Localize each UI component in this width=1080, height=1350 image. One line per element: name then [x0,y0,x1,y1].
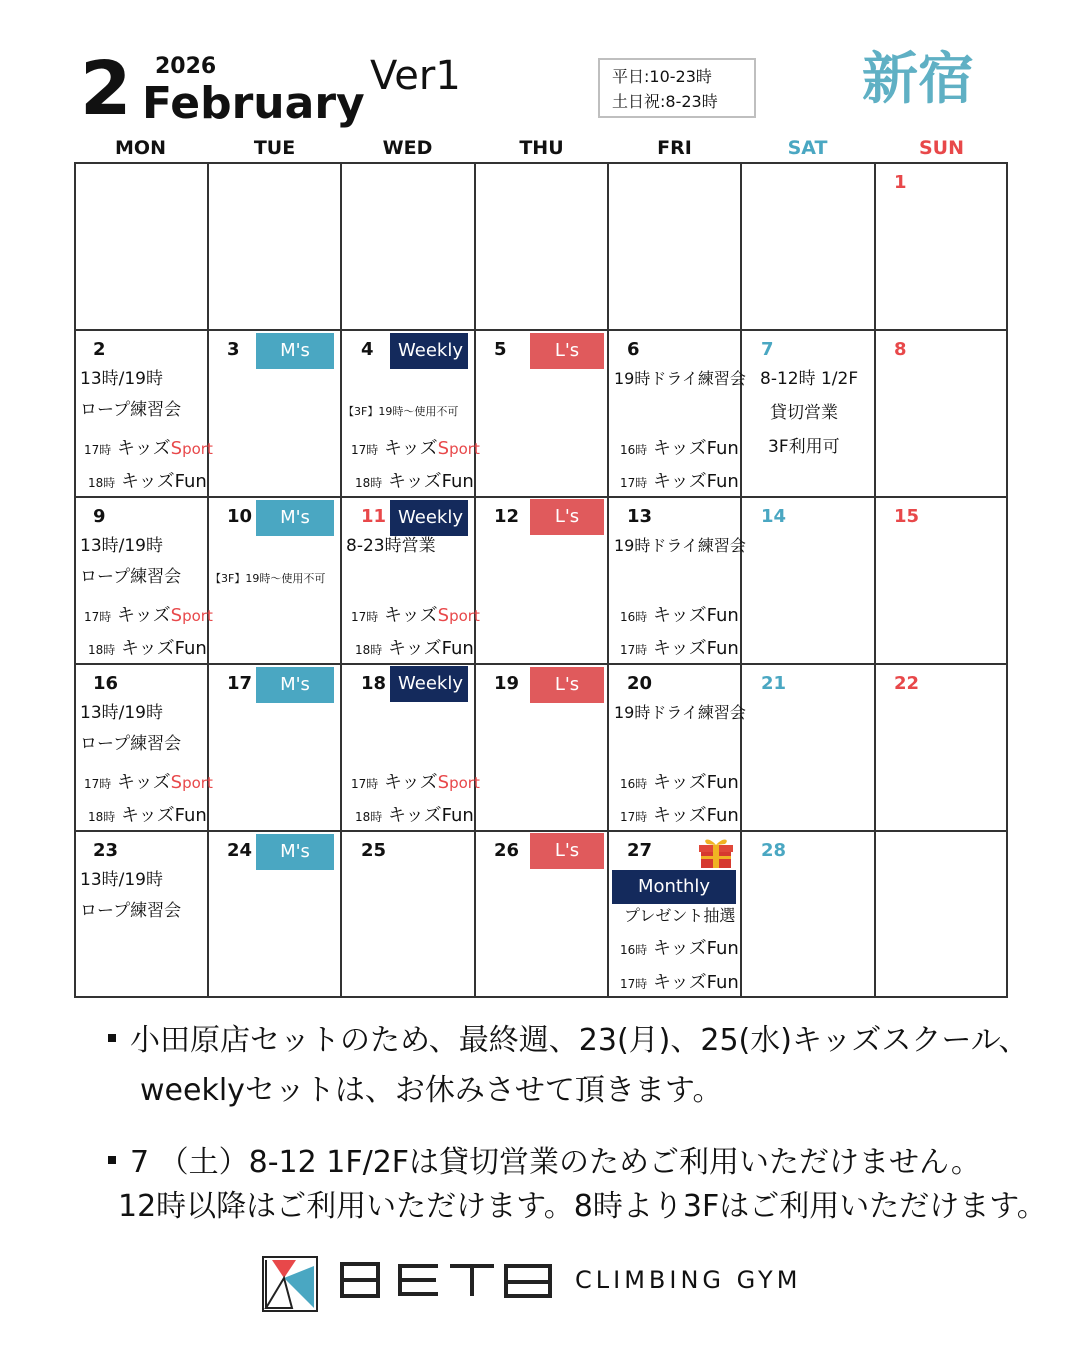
event-kids-sport: 17時 キッズSport [351,438,480,459]
weekday-sat: SAT [787,137,828,159]
note-item: 7 （土）8-12 1F/2Fは貸切営業のためご利用いただけません。 [108,1148,981,1178]
weekly-badge: Weekly [390,666,468,702]
day-number: 12 [494,506,520,527]
ms-day-badge: M's Day [256,834,334,870]
event-kids-fun: 17時 キッズFun [620,972,739,993]
event-time: 13時/19時 [80,870,163,890]
event-3f-available: 3F利用可 [768,437,840,457]
event-private-hours: 8-12時 1/2F [760,369,859,389]
hours-weekend: 土日祝:8-23時 [612,92,718,111]
event-kids-sport: 17時 キッズSport [84,772,213,793]
event-kids-fun: 18時 キッズFun [355,471,474,492]
day-number: 17 [227,673,253,694]
day-number: 19 [494,673,520,694]
version-label: Ver1 [370,53,461,99]
event-kids-fun: 17時 キッズFun [620,471,739,492]
day-number: 18 [361,673,387,694]
event-holiday-hours: 8-23時営業 [346,536,436,556]
event-rope-practice: ロープ練習会 [80,734,182,754]
hours-weekday: 平日:10-23時 [612,67,712,86]
ls-day-badge: L's Day [530,499,604,535]
brand-wordmark-icon [340,1262,554,1298]
day-number: 11 [361,506,387,527]
event-kids-fun: 18時 キッズFun [88,638,207,659]
event-kids-fun: 17時 キッズFun [620,805,739,826]
brand-subtitle: CLIMBING GYM [575,1266,802,1294]
day-number: 8 [894,339,907,360]
event-kids-sport: 17時 キッズSport [84,438,213,459]
day-number: 24 [227,840,253,861]
day-number: 15 [894,506,920,527]
event-kids-fun: 18時 キッズFun [88,805,207,826]
weekday-sun: SUN [918,137,964,159]
day-number: 25 [361,840,387,861]
day-number: 27 [627,840,653,861]
day-number: 26 [494,840,520,861]
day-number: 6 [627,339,640,360]
event-rope-practice: ロープ練習会 [80,901,182,921]
year-label: 2026 [155,54,217,79]
notice-3f: 【3F】19時～使用不可 [210,572,326,585]
event-dry-practice: 19時ドライ練習会 [614,536,746,555]
event-time: 13時/19時 [80,369,163,389]
event-rope-practice: ロープ練習会 [80,400,182,420]
day-number: 5 [494,339,507,360]
bullet-icon [108,1034,116,1042]
store-name: 新宿 [862,47,974,112]
event-kids-fun: 16時 キッズFun [620,605,739,626]
day-number: 20 [627,673,653,694]
event-kids-fun: 18時 キッズFun [355,805,474,826]
month-name: February [142,78,365,129]
day-number: 3 [227,339,240,360]
day-number: 14 [761,506,787,527]
ls-day-badge: L's Day [530,333,604,369]
event-kids-sport: 17時 キッズSport [351,772,480,793]
weekday-thu: THU [519,137,564,159]
event-kids-fun: 16時 キッズFun [620,772,739,793]
day-number: 10 [227,506,253,527]
ms-day-badge: M's Day [256,667,334,703]
day-number: 7 [761,339,774,360]
notice-3f: 【3F】19時～使用不可 [343,405,459,418]
event-dry-practice: 19時ドライ練習会 [614,703,746,722]
event-time: 13時/19時 [80,703,163,723]
weekday-tue: TUE [253,137,296,159]
ls-day-badge: L's Day [530,833,604,869]
day-number: 9 [93,506,106,527]
beta-logo-icon [262,1256,318,1312]
event-kids-fun: 16時 キッズFun [620,438,739,459]
event-kids-fun: 18時 キッズFun [355,638,474,659]
event-time: 13時/19時 [80,536,163,556]
event-kids-fun: 18時 キッズFun [88,471,207,492]
weekly-badge: Weekly [390,333,468,369]
event-rope-practice: ロープ練習会 [80,567,182,587]
weekday-fri: FRI [657,137,692,159]
weekday-wed: WED [382,137,433,159]
bullet-icon [108,1156,116,1164]
gift-box-icon [698,836,734,870]
opening-hours-box [598,58,756,118]
day-number: 1 [894,172,907,193]
day-number: 13 [627,506,653,527]
brand-logo [340,1262,554,1298]
ls-day-badge: L's Day [530,667,604,703]
event-present-lottery: プレゼント抽選 [624,906,736,925]
day-number: 4 [361,339,374,360]
day-number: 16 [93,673,119,694]
note-item-continued: 12時以降はご利用いただけます。8時より3Fはご利用いただけます。 [118,1189,1047,1224]
weekday-mon: MON [115,137,166,159]
ms-day-badge: M's Day [256,333,334,369]
event-kids-sport: 17時 キッズSport [351,605,480,626]
day-number: 21 [761,673,787,694]
monthly-badge: Monthly [612,870,736,904]
event-private-booking: 貸切営業 [770,403,838,423]
day-number: 28 [761,840,787,861]
weekly-badge: Weekly [390,500,468,536]
event-dry-practice: 19時ドライ練習会 [614,369,746,388]
day-number: 22 [894,673,920,694]
month-number: 2 [80,46,130,132]
day-number: 23 [93,840,119,861]
note-item: 小田原店セットのため、最終週、23(月)、25(水)キッズスクール、 [108,1026,1028,1056]
event-kids-fun: 16時 キッズFun [620,938,739,959]
event-kids-fun: 17時 キッズFun [620,638,739,659]
event-kids-sport: 17時 キッズSport [84,605,213,626]
day-number: 2 [93,339,106,360]
ms-day-badge: M's Day [256,500,334,536]
note-item-continued: weeklyセットは、お休みさせて頂きます。 [140,1073,723,1108]
